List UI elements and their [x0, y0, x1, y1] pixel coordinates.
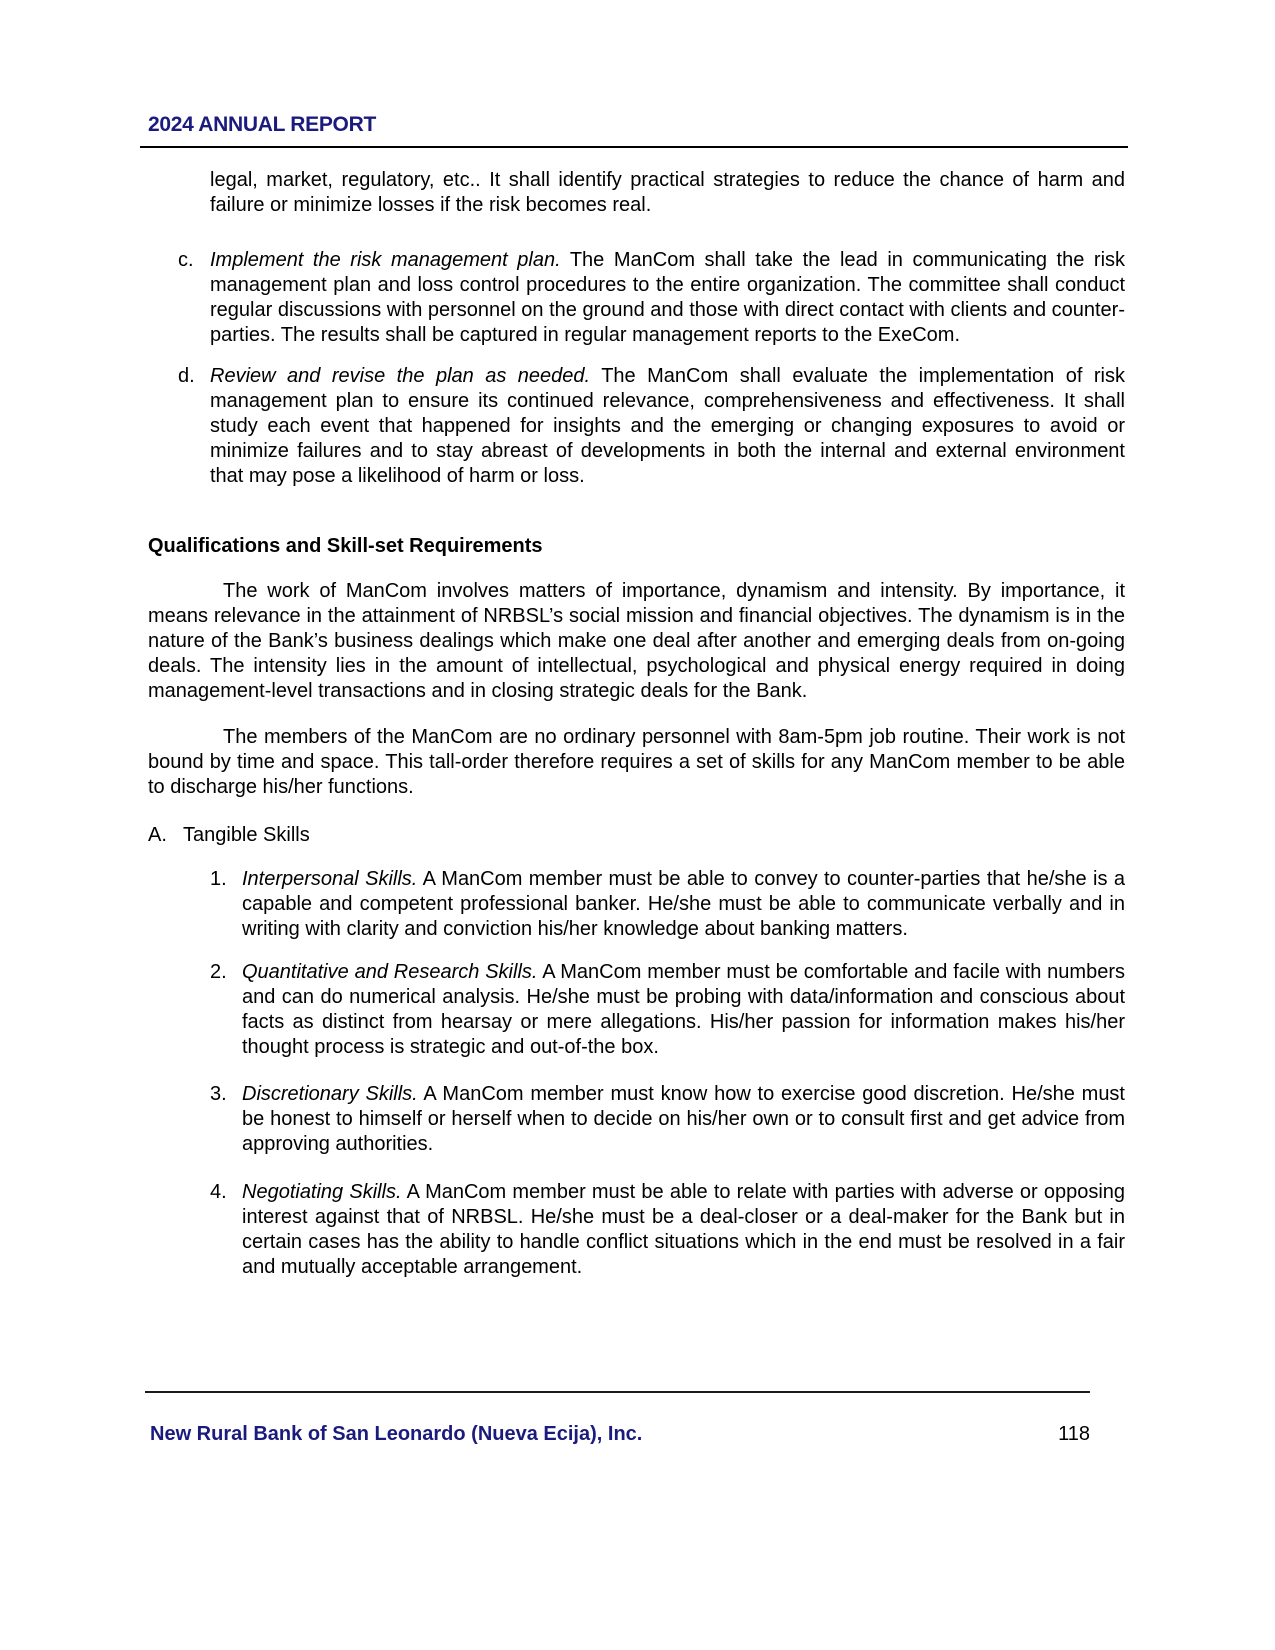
list-item-text: Tangible Skills [183, 824, 310, 846]
footer-rule [145, 1391, 1090, 1393]
list-marker: 2. [210, 961, 227, 983]
list-item-2 [148, 960, 1125, 1060]
list-item-text [242, 1082, 1125, 1157]
list-item-text [210, 248, 1125, 348]
list-item-rest: A ManCom member must be comfortable and facile with numbers and can do numerical analysis. He/she must be probing with data/information and conscious about facts as distinct from hearsay or mere allegations. His/her passion for information makes his/her thought process is strategic and out-of-the box. [242, 961, 1125, 1058]
list-item-1 [148, 867, 1125, 942]
list-item-lead: Interpersonal Skills. [242, 868, 418, 890]
list-item-text [242, 867, 1125, 942]
list-item-text [210, 364, 1125, 489]
report-header-title: 2024 ANNUAL REPORT [148, 113, 376, 136]
list-item-3 [148, 1082, 1125, 1157]
list-marker: d. [178, 365, 195, 387]
list-item-rest: A ManCom member must be able to relate with parties with adverse or opposing interest against that of NRBSL. He/she must be a deal-closer or a deal-maker for the Bank but in certain cases has the ability to handle conflict situations which in the end must be resolved in a fair and mutually acceptable arrangement. [242, 1181, 1126, 1278]
list-marker: A. [148, 824, 167, 846]
list-item-lead: Implement the risk management plan. [210, 249, 561, 271]
list-item-rest: A ManCom member must be able to convey to counter-parties that he/she is a capable and competent professional banker. He/she must be able to communicate verbally and in writing with clarity and conviction his/her knowledge about banking matters. [242, 868, 1125, 940]
list-item-lead: Discretionary Skills. [242, 1083, 418, 1105]
list-item-rest: The ManCom shall evaluate the implementation of risk management plan to ensure its continued relevance, comprehensiveness and effectiveness. It shall study each event that happened for insights and the emerging or changing exposures to avoid or minimize failures and to stay abreast of developments in both the internal and external environment that may pose a likelihood of harm or loss. [210, 365, 1125, 487]
list-item-rest: The ManCom shall take the lead in communicating the risk management plan and loss control procedures to the entire organization. The committee shall conduct regular discussions with personnel on the ground and those with direct contact with clients and counter-parties. The results shall be captured in regular management reports to the ExeCom. [210, 249, 1126, 346]
footer-page-number: 118 [1058, 1423, 1090, 1445]
list-item-text [242, 960, 1125, 1060]
list-item-a-tangible-skills [148, 823, 1125, 848]
continuation-paragraph: legal, market, regulatory, etc.. It shall identify practical strategies to reduce the chance of harm and failure or minimize losses if the risk becomes real. [210, 169, 1125, 216]
paragraph: The members of the ManCom are no ordinary personnel with 8am-5pm job routine. Their work is not bound by time and space. This tall-order therefore requires a set of skills for any ManCom member to be able to discharge his/her functions. [148, 726, 1125, 798]
list-item-c [148, 248, 1125, 348]
list-item-4 [148, 1180, 1125, 1280]
footer-bank-name: New Rural Bank of San Leonardo (Nueva Ecija), Inc. [150, 1423, 643, 1445]
list-marker: c. [178, 249, 194, 271]
list-marker: 3. [210, 1083, 227, 1105]
list-item-lead: Review and revise the plan as needed. [210, 365, 591, 387]
header-rule [140, 146, 1128, 148]
list-marker: 1. [210, 868, 227, 890]
list-item-lead: Quantitative and Research Skills. [242, 961, 538, 983]
list-marker: 4. [210, 1181, 227, 1203]
page-body [148, 168, 1125, 1280]
list-item-text [242, 1180, 1125, 1280]
list-item-rest: A ManCom member must know how to exercise good discretion. He/she must be honest to himself or herself when to decide on his/her own or to consult first and get advice from approving authorities. [242, 1083, 1125, 1155]
footer [145, 1422, 1090, 1447]
list-item-lead: Negotiating Skills. [242, 1181, 402, 1203]
list-item-d [148, 364, 1125, 489]
paragraph: The work of ManCom involves matters of importance, dynamism and intensity. By importance, it means relevance in the attainment of NRBSL’s social mission and financial objectives. The dynamism is in the nature of the Bank’s business dealings which make one deal after another and emerging deals from on-going deals. The intensity lies in the amount of intellectual, psychological and physical energy required in doing management-level transactions and in closing strategic deals for the Bank. [148, 580, 1125, 702]
section-heading: Qualifications and Skill-set Requirements [148, 535, 543, 557]
